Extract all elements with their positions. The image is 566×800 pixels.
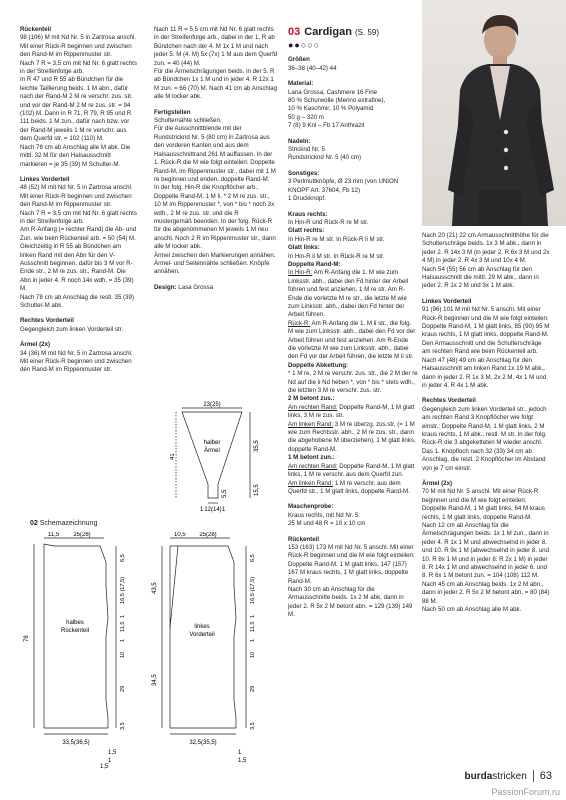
schema-label <box>30 520 97 527</box>
paragraph-glatt-rechts: In Hin-R re M str. In Rück-R li M str. <box>288 235 385 243</box>
front-dim-6: 10 <box>250 651 256 658</box>
heading-kraus-rechts: Kraus rechts: <box>288 210 328 218</box>
design-credit <box>154 284 278 292</box>
back-outline <box>44 544 108 728</box>
paragraph-rueck-r <box>288 320 418 362</box>
paragraph-betont-zus-links <box>288 421 418 455</box>
sleeve-height-cuff: 15,5 <box>254 484 260 496</box>
front-dim-2: 16,5 (17,5) <box>250 576 256 604</box>
front-bottom-2: 1,5 <box>238 758 247 764</box>
front-dim-5: 1 <box>250 638 256 642</box>
back-top-left: 11,5 <box>48 532 60 538</box>
back-bottom-2: 1 <box>108 758 112 764</box>
text-rueck-r: Am R-Anfang die 1. M li str., die folg. M wie zum Linksstr. abh., dabei den Fd vor der Arbeit führen und fest anziehen. Am R-Ende die vorletzte M wie zum Linksstr. abh., dabei den Fd vor der Arbeit führen, die letzte M li str. <box>288 319 416 361</box>
text-linker-rand: 3 M re überzg. zus.str. (= 1 M wie zum Rechtsstr. abh., 2 M re zus. str., dann die abgehobene M überziehen), 1 M glatt links, doppelte Rand-M. <box>288 420 416 453</box>
difficulty-dots: ●●○○○ <box>288 40 321 50</box>
back-name-1: halbes <box>66 620 84 626</box>
sleeve-height-total: 41 <box>170 453 176 460</box>
front-height-lower: 34,5 <box>152 674 158 686</box>
magazine-brand <box>465 771 527 782</box>
heading-betont-zus: 2 M betont zus.: <box>288 395 335 403</box>
brand-rest: stricken <box>492 770 527 782</box>
back-dim-3: 1 <box>120 614 126 618</box>
front-dim-7: 29 <box>250 685 256 692</box>
heading-doppelte-rand-m: Doppelte Rand-M: <box>288 260 341 268</box>
paragraph-fertigstellen: Schulternähte schließen. Für die Ausschnittblende mit der Rundstricknd Nr. 5 (80 cm) in Zartrosa aus den vorderen Kanten und aus dem Halsausschnittrand 261 M auffassen. In der 1. Rück-R die M wie folgt einteilen: Doppelte Rand-M, im Rippenmuster str., dabei mit 1 M re beginnen und enden, doppelte Rand-M. In der folg. Hin-R die Knopflöcher arb.: Doppelte Rand-M, 1 M li, * 2 M re zus. str., 10 M im Rippenmuster *, von * bis * noch 3x wdh., 2 M re zus. str. und die R mustergemäß beenden. In der folg. Rück-R für die abgenommenen M jeweils 1 M neu anschl. Noch 2 R im Rippenmuster str., dann alle M locker abk. Ärmel zwischen den Markierungen annähen. Ärmel- und Seitennähte schließen. Knöpfe annähen. <box>154 117 276 276</box>
front-top-left: 10,5 <box>174 532 186 538</box>
front-dim-3: 1 <box>250 614 256 618</box>
paragraph-rechtes-vorderteil-2: Gegengleich zum linken Vorderteil str., jedoch am rechten Rand 3 Knopflöcher wie folgt einstr.: Doppelte Rand-M, 1 M glatt links, 2 M kraus rechts, 1 M abk., restl. M str. In der folg. Rück-R die 3 abgeketteten M wieder anschl. Das 1. Knopfloch nach 32 (33) 34 cm ab Anschlag, die restl. 2 Knopflöcher im Abstand von je 7 cm einstr. <box>422 405 547 472</box>
heading-aermel: Ärmel (2x) <box>20 341 51 349</box>
watermark: PassionForum.ru <box>491 787 560 797</box>
label-linker-rand: Am linken Rand: <box>288 420 334 428</box>
front-dim-4: 11,5 <box>250 621 256 632</box>
paragraph-aermel-2: 70 M mit Nd Nr. 5 anschl. Mit einer Rück-R beginnen und die M wie folgt einteilen: Doppelte Rand-M, 1 M glatt links, 64 M kraus rechts, 1 M glatt links, doppelte Rand-M. Nach 12 cm ab Anschlag für die Ärmelschrägungen beids. 1x 1 M zun., dann in jeder 4. R 1x 1 M und abwechselnd in jeder 8. und 10. R 9x 1 M (abwechselnd in jeder 8. und 10. R 8x 1 M und in jeder 8. R 2x 1 M) in jeder 8. R 14x 1 M und abwechselnd in jeder 6. und 8. R 6x 1 M betont zun. = 104 (108) 112 M. Nach 45 cm ab Anschlag beids. 1x 2 M abn., dann in jeder 2. R 5x 2 M betont abn. = 80 (84) 88 M. Nach 50 cm ab Anschlag alle M abk. <box>422 488 550 614</box>
paragraph-linkes-vorderteil-2: 91 (96) 101 M mit Nd Nr. 5 anschl. Mit einer Rück-R beginnen und die M wie folgt einteilen: Doppelte Rand-M, 1 M glatt links, 85 (90) 95 M kraus rechts, 1 M glatt links, doppelte Rand-M. Den Armausschnitt und die Schulterschräge am rechten Rand wie beim Rückenteil arb. Nach 47 (48) 49 cm ab Anschlag für den Halsausschnitt am linken Rand 1x 19 M abk., dann in jeder 2. R 1x 3 M, 2x 2 M, 4x 1 M und in jeder 4. R 4x 1 M abk. <box>422 306 550 389</box>
back-dim-7: 29 <box>120 685 126 692</box>
back-height-total: 78 <box>24 635 30 642</box>
paragraph-doppelte-abkettung: * 1 M re, 2 M re verschr. zus. str., die 2 M der re Nd auf die li Nd heben *, von * bis * stets wdh., die letzten 3 M re verschr. zus. str. <box>288 370 418 395</box>
pattern-title <box>288 26 418 39</box>
text-rechter-rand-zun: Doppelte Rand-M, 1 M glatt links, 1 M re verschr. aus dem Querfd zun. <box>288 462 415 479</box>
sleeve-schematic <box>170 398 270 518</box>
paragraph-glatt-links: In Hin-R li M str. In Rück-R re M str. <box>288 252 385 260</box>
paragraph-rueckenteil: 98 (106) M mit Nd Nr. 5 in Zartrosa anschl. Mit einer Rück-R beginnen und zwischen den Rand-M im Rippenmuster str. Nach 7 R = 3,5 cm mit Nd Nr. 6 glatt rechts in der Streifenfolge arb. In R 47 und R 55 ab Bündchen für die leichte Taillierung beids. 1 M abn., dafür nach der Rand-M 2 M re verschr. zus. str. und vor der Rand-M 2 M re zus. str. = 94 (102) M. Dann in R 71, R 79, R 95 und R 111 beids. 1 M zun., dafür nach bzw. vor der Rand-M jeweils 1 M re verschr. aus dem Querfd str. = 102 (110) M. Nach 78 cm ab Anschlag alle M abk. Die mittl. 32 M für den Halsausschnitt markieren = je 35 (39) M Schulter-M. <box>20 34 137 168</box>
heading-rechtes-vorderteil: Rechtes Vorderteil <box>20 317 74 325</box>
paragraph-maschenprobe: Kraus rechts, mit Nd Nr. 5: 25 M und 48 R = 10 x 10 cm <box>288 511 366 528</box>
sleeve-bottom-left: 1 <box>200 507 204 513</box>
heading-fertigstellen: Fertigstellen <box>154 108 191 116</box>
sleeve-bottom-width: 12(14) <box>204 507 222 513</box>
back-dim-6: 10 <box>120 651 126 658</box>
pattern-number: 03 <box>288 26 301 38</box>
front-name-2: Vorderteil <box>189 632 215 638</box>
paragraph-nadeln: Stricknd Nr. 5 Rundstricknd Nr. 5 (40 cm) <box>288 146 362 162</box>
heading-betont-zun: 1 M betont zun.: <box>288 454 335 462</box>
front-schematic <box>150 532 280 782</box>
front-name-1: linkes <box>194 624 210 630</box>
back-dim-1: 6,5 <box>120 554 126 562</box>
sleeve-name-2: Ärmel <box>204 448 220 454</box>
text-linker-rand-zun: 1 M re verschr. aus dem Querfd str., 1 M glatt links, doppelte Rand-M. <box>288 479 410 495</box>
paragraph-linkes-vorderteil: 48 (52) M mit Nd Nr. 5 in Zartrosa anschl. Mit einer Rück-R beginnen und zwischen den Rand-M im Rippenmuster str. Nach 7 R = 3,5 cm mit Nd Nr. 6 glatt rechts in der Streifenfolge arb. Am R-Anfang (= rechter Rand) die Ab- und Zun. wie beim Rückenteil arb. = 50 (54) M. Gleichzeitig in R 55 ab Bündchen am linken Rand mit den Abn für den V-Ausschnitt beginnen, dafür bis 3 M vor R-Ende str., 2 M re zus. str., Rand-M. Die Abn in jeder 4. R noch 14x wdh. = 35 (39) M. Nach 78 cm ab Anschlag die restl. 35 (39) Schulter-M abk. <box>20 184 137 309</box>
front-height-upper: 43,5 <box>152 582 158 594</box>
text-column-4 <box>422 232 550 614</box>
paragraph-material: Lana Grossa, Cashmere 16 Fine 80 % Schurwolle (Merino extrafine), 10 % Kaschmir, 10 % Polyamid 50 g – 320 m 7 (8) 9 Knl – Fb 17 Anthrazit <box>288 88 386 130</box>
text-column-3 <box>288 26 418 620</box>
heading-glatt-links: Glatt links: <box>288 244 320 252</box>
text-column-2 <box>154 26 278 292</box>
paragraph-aermel: 34 (36) M mit Nd Nr. 5 in Zartrosa anschl. Mit einer Rück-R beginnen und zwischen den Rand-M im Rippenmuster str. <box>20 349 133 374</box>
paragraph-kraus-rechts: In Hin-R und Rück-R re M str. <box>288 218 369 226</box>
back-schematic <box>20 532 148 782</box>
front-bottom-1: 1 <box>238 750 242 756</box>
design-label: Design: <box>154 283 177 291</box>
back-dim-2: 16,5 (17,5) <box>120 576 126 604</box>
heading-groessen: Größen <box>288 56 310 64</box>
back-top-width: 25(28) <box>73 532 91 538</box>
sleeve-bottom-right: 1 <box>222 507 226 513</box>
sleeve-name-1: halber <box>203 440 221 446</box>
heading-nadeln: Nadeln: <box>288 137 311 145</box>
label-hin-r: In Hin-R: <box>288 269 313 277</box>
design-name: Lasa Grossa <box>178 283 214 291</box>
paragraph-sonstiges: 3 Perlmuttknöpfe, Ø 23 mm (von UNION KNOPF Art. 37604, Fb 12) 1 Druckknopf. <box>288 178 399 203</box>
brand-bold: burda <box>464 770 493 782</box>
page-reference: (S. 59) <box>355 28 380 37</box>
paragraph-aermel-cont: Nach 11 R = 5,5 cm mit Nd Nr. 6 glatt rechts in der Streifenfolge arb., dabei in der 1. R ab Bündchen nach der 4. M 1x 1 M und nach jeder 5. M (4. M) 5x (7x) 1 M aus dem Querfd zun. = 40 (44) M. Für die Ärmelschrägungen beids. in der 5. R ab Bündchen 1x 1 M und in jeder 4. R 12x 1 M zun. = 66 (70) M. Nach 41 cm ab Anschlag alle M locker abk. <box>154 26 278 101</box>
heading-rueckenteil-2: Rückenteil <box>288 535 320 543</box>
heading-linkes-vorderteil-2: Linkes Vorderteil <box>422 297 472 305</box>
heading-sonstiges: Sonstiges: <box>288 169 320 177</box>
paragraph-rueckenteil-cont: Nach 20 (21) 22 cm Armausschnitthöhe für die Schulterschräge beids. 1x 3 M abk., dann in jeder 2. R 14x 3 M (in jeder 2. R 6x 3 M und 2x 4 M) in jeder 2. R 4x 3 M und 10x 4 M. Nach 54 (55) 56 cm ab Anschlag für den Halsausschnitt die mittl. 29 M abk., dann in jeder 2. R 1x 2 M und 3x 1 M abk. <box>422 232 550 290</box>
heading-maschenprobe: Maschenprobe: <box>288 503 334 511</box>
back-bottom-1: 1,5 <box>108 750 117 756</box>
paragraph-groessen: 36–38 (40–42) 44 <box>288 64 337 72</box>
back-dim-4: 11,5 <box>120 621 126 632</box>
heading-rueckenteil: Rückenteil <box>20 26 52 33</box>
back-name-2: Rückenteil <box>60 628 90 634</box>
heading-rechtes-vorderteil-2: Rechtes Vorderteil <box>422 397 476 405</box>
paragraph-rueckenteil-2: 153 (163) 173 M mit Nd Nr. 5 anschl. Mit einer Rück-R beginnen und die M wie folgt einteilen: Doppelte Rand-M, 1 M glatt links, 147 (157) 167 M kraus rechts, 1 M glatt links, doppelte Rand-M. Nach 30 cm ab Anschlag für die Armausschnitte beids. 1x 2 M abk, dann in jeder 2. R 5x 2 M betont abn. = 129 (139) 149 M. <box>288 543 415 619</box>
paragraph-betont-zun-links <box>288 480 418 497</box>
front-dim-8: 3,5 <box>250 722 256 730</box>
text-hin-r: Am R-Anfang die 1. M wie zum Linksstr. abh., dabei den Fd hinter der Arbeit führen und fest anziehen, 1 M re str. Am R-Ende die vorletzte M re str., die letzte M wie zum Linksstr. abh., dabei den Fd hinter der Arbeit führen. <box>288 269 409 319</box>
model-illustration <box>422 0 566 226</box>
paragraph-rechtes-vorderteil: Gegengleich zum linken Vorderteil str. <box>20 325 124 333</box>
sleeve-height-band: 5,5 <box>222 489 228 498</box>
schema-number: 02 <box>30 520 38 527</box>
back-dim-9: 1,5 <box>100 764 109 770</box>
heading-linkes-vorderteil: Linkes Vorderteil <box>20 175 70 183</box>
paragraph-hin-r <box>288 269 418 319</box>
label-rechter-rand-zun: Am rechten Rand: <box>288 462 338 470</box>
label-rueck-r: Rück-R: <box>288 319 311 327</box>
sleeve-top-width: 23(25) <box>203 402 221 408</box>
schema-title: Schemazeichnung <box>39 520 98 527</box>
back-dim-5: 1 <box>120 638 126 642</box>
page-number: 63 <box>539 770 552 782</box>
heading-material: Material: <box>288 80 314 88</box>
text-rechter-rand: Doppelte Rand-M, 1 M glatt links, 3 M re zus. str. <box>288 403 415 420</box>
heading-aermel-2: Ärmel (2x) <box>422 479 453 487</box>
sleeve-outline <box>182 412 242 498</box>
back-dim-8: 3,5 <box>120 722 126 730</box>
heading-doppelte-abkettung: Doppelte Abkettung: <box>288 361 349 369</box>
pattern-name: Cardigan <box>304 26 352 38</box>
paragraph-betont-zun-rechts <box>288 463 418 480</box>
front-dim-1: 6,5 <box>250 554 256 562</box>
front-bottom-width: 32,5(35,5) <box>189 740 217 746</box>
label-linker-rand-zun: Am linken Rand: <box>288 479 334 487</box>
back-bottom-width: 33,5(36,5) <box>62 740 90 746</box>
front-top-width: 25(28) <box>199 532 217 538</box>
paragraph-betont-zus-rechts <box>288 404 418 421</box>
heading-glatt-rechts: Glatt rechts: <box>288 227 325 235</box>
footer-divider <box>533 770 534 782</box>
sleeve-height-upper: 35,5 <box>254 440 260 452</box>
model-photo <box>422 0 566 226</box>
page-footer <box>465 770 552 782</box>
label-rechter-rand: Am rechten Rand: <box>288 403 338 411</box>
text-column-1 <box>20 26 138 375</box>
